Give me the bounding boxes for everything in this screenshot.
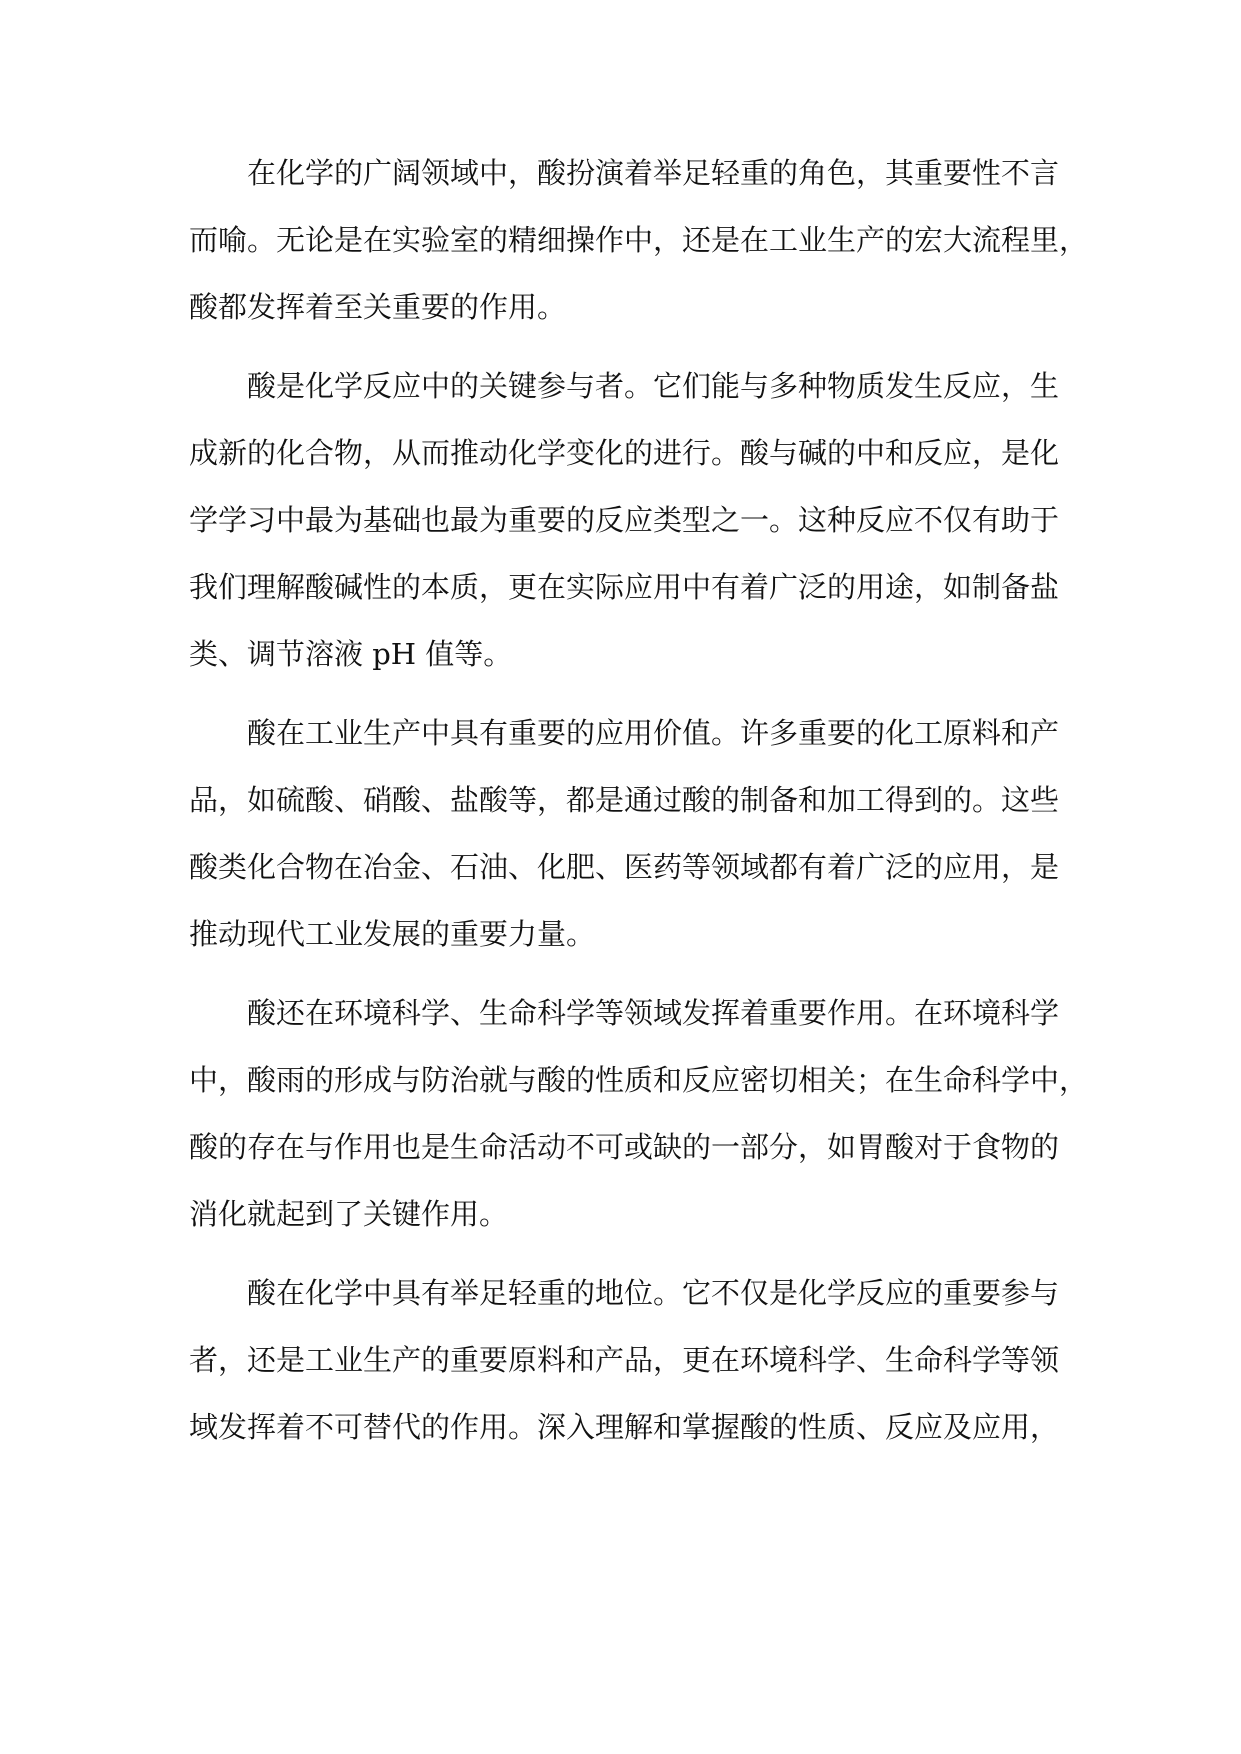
document-body	[189, 140, 1089, 1473]
paragraph-1-line-1: 在化学的广阔领域中，酸扮演着举足轻重的角色，其重要性不言	[247, 156, 1060, 190]
paragraph-2-line-4: 我们理解酸碱性的本质，更在实际应用中有着广泛的用途，如制备盐	[189, 570, 1060, 604]
paragraph-2	[189, 353, 1060, 688]
paragraph-1-line-2: 而喻。无论是在实验室的精细操作中，还是在工业生产的宏大流程里，	[189, 223, 1089, 257]
paragraph-4-line-4: 消化就起到了关键作用。	[189, 1197, 509, 1231]
paragraph-5-line-3: 域发挥着不可替代的作用。深入理解和掌握酸的性质、反应及应用，	[189, 1410, 1060, 1444]
paragraph-2-line-1: 酸是化学反应中的关键参与者。它们能与多种物质发生反应，生	[247, 369, 1060, 403]
paragraph-5-line-2: 者，还是工业生产的重要原料和产品，更在环境科学、生命科学等领	[189, 1343, 1060, 1377]
paragraph-4	[189, 980, 1089, 1248]
paragraph-3-line-3: 酸类化合物在冶金、石油、化肥、医药等领域都有着广泛的应用，是	[189, 850, 1060, 884]
paragraph-3-line-1: 酸在工业生产中具有重要的应用价值。许多重要的化工原料和产	[247, 716, 1060, 750]
paragraph-2-line-5: 类、调节溶液 pH 值等。	[189, 637, 513, 671]
paragraph-1-line-3: 酸都发挥着至关重要的作用。	[189, 290, 567, 324]
paragraph-4-line-1: 酸还在环境科学、生命科学等领域发挥着重要作用。在环境科学	[247, 996, 1060, 1030]
paragraph-4-line-3: 酸的存在与作用也是生命活动不可或缺的一部分，如胃酸对于食物的	[189, 1130, 1060, 1164]
paragraph-3-line-4: 推动现代工业发展的重要力量。	[189, 917, 596, 951]
paragraph-2-line-3: 学学习中最为基础也最为重要的反应类型之一。这种反应不仅有助于	[189, 503, 1060, 537]
paragraph-3-line-2: 品，如硫酸、硝酸、盐酸等，都是通过酸的制备和加工得到的。这些	[189, 783, 1060, 817]
paragraph-2-line-2: 成新的化合物，从而推动化学变化的进行。酸与碱的中和反应，是化	[189, 436, 1060, 470]
paragraph-1	[189, 140, 1089, 341]
paragraph-3	[189, 700, 1060, 968]
paragraph-5	[189, 1260, 1060, 1461]
paragraph-5-line-1: 酸在化学中具有举足轻重的地位。它不仅是化学反应的重要参与	[247, 1276, 1060, 1310]
paragraph-4-line-2: 中，酸雨的形成与防治就与酸的性质和反应密切相关；在生命科学中，	[189, 1063, 1089, 1097]
